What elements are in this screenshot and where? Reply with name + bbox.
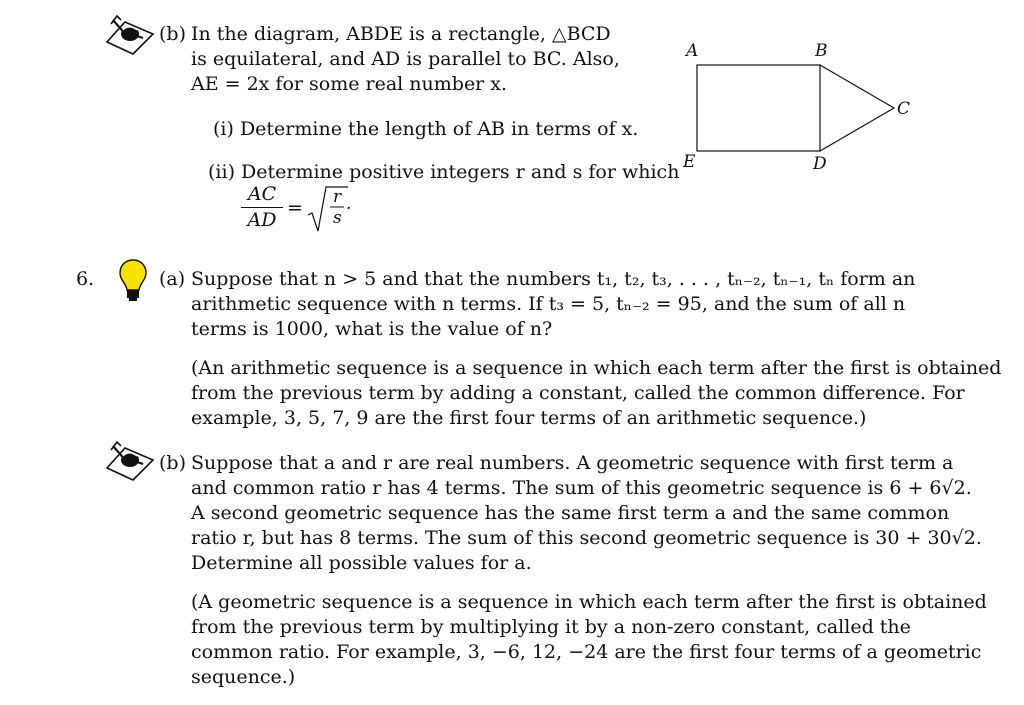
question-number: 6. (76, 268, 95, 290)
part-5b-line2: is equilateral, and AD is parallel to BC. Also, (191, 48, 620, 70)
hand-paper-icon (103, 440, 157, 484)
label-b: B (815, 41, 828, 61)
part-5b-line3: AE = 2x for some real number x. (191, 73, 508, 95)
label-e: E (683, 152, 696, 172)
lightbulb-icon (118, 258, 148, 302)
label-d: D (813, 154, 827, 174)
part-6a-note2: from the previous term by adding a constant, called the common difference. For (191, 382, 965, 404)
fraction-denominator: AD (247, 209, 277, 231)
label-a: A (686, 41, 699, 61)
part-6a-line1: Suppose that n > 5 and that the numbers t₁, t₂, t₃, . . . , tₙ₋₂, tₙ₋₁, tₙ form an (191, 268, 916, 290)
part-6a-line2: arithmetic sequence with n terms. If t₃ = 5, tₙ₋₂ = 95, and the sum of all n (191, 293, 906, 315)
part-6a-note1: (An arithmetic sequence is a sequence in which each term after the first is obtained (191, 357, 1002, 379)
part-6b-line2: and common ratio r has 4 terms. The sum of this geometric sequence is 6 + 6√2. (191, 477, 972, 499)
part-6b-line4: ratio r, but has 8 terms. The sum of this second geometric sequence is 30 + 30√2. (191, 527, 982, 549)
part-5b-line1: In the diagram, ABDE is a rectangle, △BCD (191, 23, 611, 45)
sqrt-denominator: s (333, 208, 342, 228)
part-5b-sub-ii: (ii) Determine positive integers r and s for which (208, 161, 680, 183)
part-6a-line3: terms is 1000, what is the value of n? (191, 318, 553, 340)
part-6b-line5: Determine all possible values for a. (191, 552, 532, 574)
label-c: C (897, 99, 911, 119)
part-6b-note2: from the previous term by multiplying it by a non-zero constant, called the (191, 616, 911, 638)
ac-over-ad-fraction (241, 182, 283, 233)
part-6b-label: (b) (159, 452, 186, 474)
part-6a-note3: example, 3, 5, 7, 9 are the first four terms of an arithmetic sequence.) (191, 407, 867, 429)
equals-sign: = (287, 197, 303, 219)
part-6b-note1: (A geometric sequence is a sequence in which each term after the first is obtained (191, 591, 987, 613)
part-6b-line3: A second geometric sequence has the same first term a and the same common (191, 502, 950, 524)
triangle-bcd (820, 65, 894, 151)
part-5b-label: (b) (159, 23, 186, 45)
period: . (346, 194, 352, 214)
part-5b-sub-i: (i) Determine the length of AB in terms of x. (213, 118, 639, 140)
fraction-numerator: AC (241, 182, 283, 208)
sqrt-numerator: r (333, 187, 342, 207)
rectangle-abde (697, 65, 820, 151)
part-6b-note3: common ratio. For example, 3, −6, 12, −24 are the first four terms of a geometric (191, 641, 982, 663)
rectangle-triangle-diagram (675, 36, 915, 176)
part-6a-label: (a) (159, 268, 186, 290)
part-6b-line1: Suppose that a and r are real numbers. A geometric sequence with first term a (191, 452, 954, 474)
part-6b-note4: sequence.) (191, 666, 296, 688)
hand-paper-icon (103, 14, 157, 58)
sqrt-r-over-s (306, 183, 352, 235)
